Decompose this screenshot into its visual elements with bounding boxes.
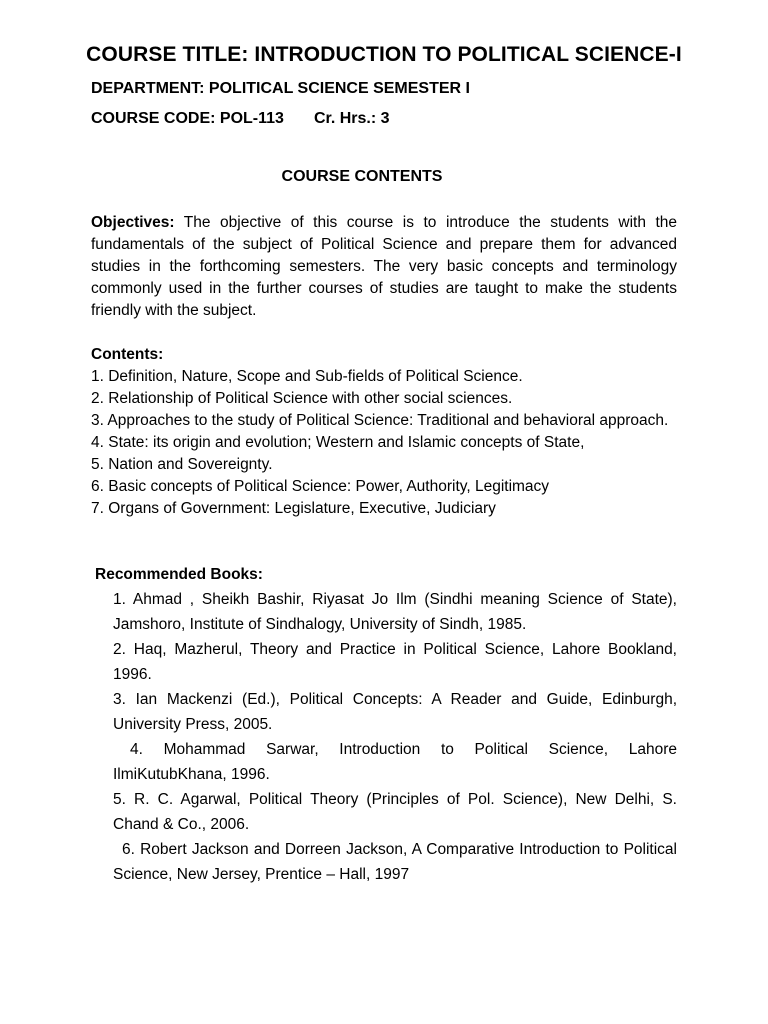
- course-code-line: [91, 110, 390, 128]
- contents-item: 3. Approaches to the study of Political Science: Traditional and behavioral approach.: [91, 412, 669, 429]
- contents-item: 1. Definition, Nature, Scope and Sub-fields of Political Science.: [91, 368, 523, 385]
- course-title: COURSE TITLE: INTRODUCTION TO POLITICAL SCIENCE-I: [86, 43, 682, 66]
- contents-item: 6. Basic concepts of Political Science: Power, Authority, Legitimacy: [91, 478, 550, 495]
- department-line: DEPARTMENT: POLITICAL SCIENCE SEMESTER I: [91, 80, 470, 97]
- recommended-books-list: [113, 587, 677, 887]
- book-item: 4. Mohammad Sarwar, Introduction to Political Science, Lahore IlmiKutubKhana, 1996.: [113, 741, 677, 783]
- contents-item: 5. Nation and Sovereignty.: [91, 456, 273, 473]
- recommended-books-heading: Recommended Books:: [95, 566, 263, 583]
- objectives-label: Objectives:: [91, 214, 175, 231]
- course-code: COURSE CODE: POL-113: [91, 110, 284, 127]
- contents-item: 4. State: its origin and evolution; Western and Islamic concepts of State,: [91, 434, 585, 451]
- book-item: 6. Robert Jackson and Dorreen Jackson, A Comparative Introduction to Political Science, New Jersey, Prentice – Hall, 1997: [113, 841, 677, 883]
- objectives-text: The objective of this course is to introduce the students with the fundamentals of the subject of Political Science and prepare them for advanced studies in the forthcoming semesters. The very basic concepts and terminology commonly used in the further courses of studies are taught to make the students friendly with the subject.: [91, 214, 677, 319]
- credit-hours: Cr. Hrs.: 3: [313, 110, 390, 127]
- objectives-paragraph: [91, 212, 677, 322]
- book-item: 1. Ahmad , Sheikh Bashir, Riyasat Jo Ilm (Sindhi meaning Science of State), Jamshoro, Institute of Sindhalogy, University of Sindh, 1985.: [113, 591, 677, 633]
- contents-section: [91, 344, 677, 520]
- book-item: 5. R. C. Agarwal, Political Theory (Principles of Pol. Science), New Delhi, S. Chand & Co., 2006.: [113, 791, 677, 833]
- contents-item: 2. Relationship of Political Science with other social sciences.: [91, 390, 513, 407]
- book-item: 2. Haq, Mazherul, Theory and Practice in Political Science, Lahore Bookland, 1996.: [113, 641, 677, 683]
- course-contents-heading: COURSE CONTENTS: [281, 168, 443, 185]
- contents-label: Contents:: [91, 346, 164, 363]
- contents-item: 7. Organs of Government: Legislature, Executive, Judiciary: [91, 500, 496, 517]
- book-item: 3. Ian Mackenzi (Ed.), Political Concepts: A Reader and Guide, Edinburgh, University Press, 2005.: [113, 691, 677, 733]
